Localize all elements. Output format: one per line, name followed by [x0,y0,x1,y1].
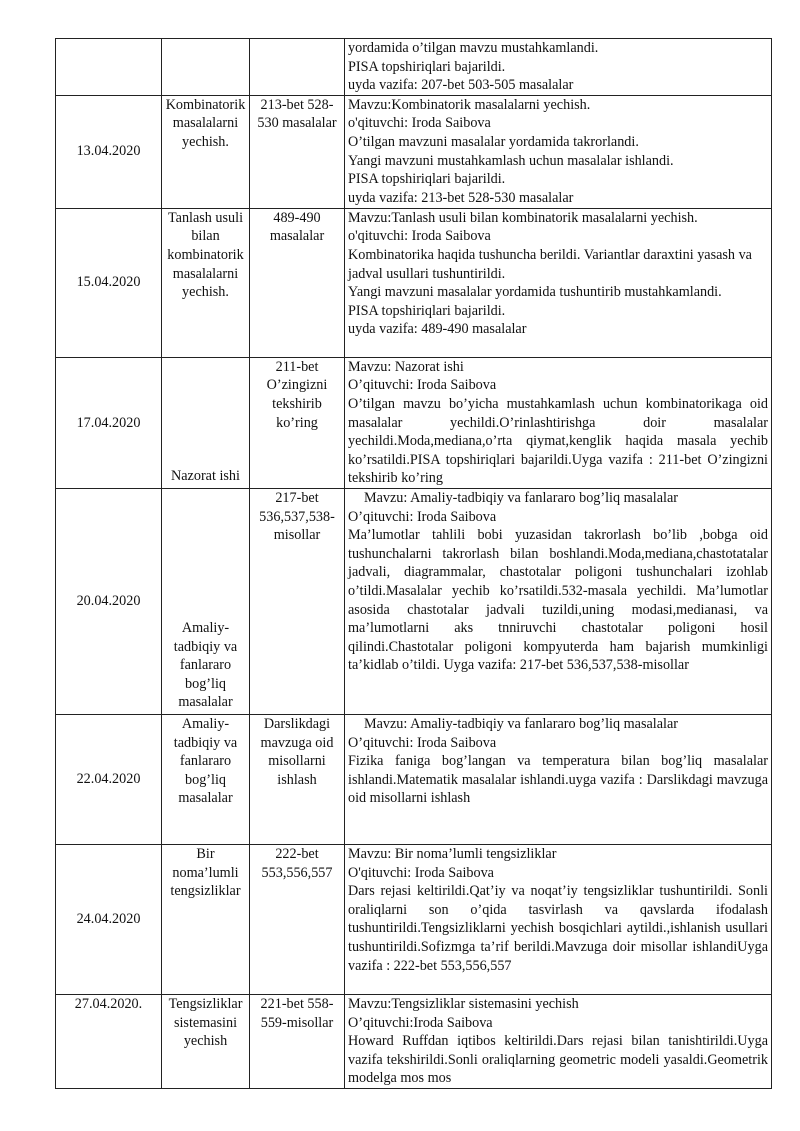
topic-cell: Amaliy-tadbiqiy va fanlararo bog’liq masalalar [162,488,250,714]
date-cell [56,39,162,96]
description-line: Mavzu:Tengsizliklar sistemasini yechish [348,995,579,1012]
description-line: Mavzu: Amaliy-tadbiqiy va fanlararo bog’liq masalalar [364,715,678,732]
homework-cell: 222-bet 553,556,557 [250,844,345,994]
description-cell [345,714,772,844]
date-cell: 13.04.2020 [56,95,162,208]
description-cell [345,39,772,96]
description-line: Yangi mavzuni masalalar yordamida tushuntirib mustahkamlandi. [348,284,722,301]
date-cell: 24.04.2020 [56,844,162,994]
description-line: O’qituvchi:Iroda Saibova [348,1014,493,1031]
table-row [56,488,772,714]
description-line: Mavzu: Nazorat ishi [348,358,464,375]
description-line: Yangi mavzuni mustahkamlash uchun masalalar ishlandi. [348,152,674,169]
homework-cell: 211-bet O’zingizni tekshirib ko’ring [250,357,345,488]
topic-cell: Amaliy-tadbiqiy va fanlararo bog’liq masalalar [162,714,250,844]
table-row [56,994,772,1088]
description-cell [345,95,772,208]
homework-cell: Darslikdagi mavzuga oid misollarni ishlash [250,714,345,844]
homework-cell: 489-490 masalalar [250,208,345,357]
description-line: o'qituvchi: Iroda Saibova [348,115,491,132]
homework-cell: 213-bet 528-530 masalalar [250,95,345,208]
description-paragraph: Dars rejasi keltirildi.Qat’iy va noqat’iy tengsizliklar tushuntirildi. Sonli oraliqlarni son o’qida tasvirlash va qavslarda ifodalash tushuntirildi.Tengsizliklarni yechish bosqichlari aytildi.,ishlanish usullari tushuntirildi.Sofizmga ta’rif berildi.Mavzuga doir misollar ishlandiUyga vazifa : 222-bet 553,556,557 [348,883,768,974]
topic-cell: Kombinatorik masalalarni yechish. [162,95,250,208]
description-line: uyda vazifa: 213-bet 528-530 masalalar [348,189,574,206]
description-line: O'qituvchi: Iroda Saibova [348,864,494,881]
description-line: yordamida o’tilgan mavzu mustahkamlandi. [348,40,599,56]
topic-cell: Tengsizliklar sistemasini yechish [162,994,250,1088]
topic-cell [162,39,250,96]
description-line: PISA topshiriqlari bajarildi. [348,171,506,188]
table-row [56,714,772,844]
topic-cell: Tanlash usuli bilan kombinatorik masalalarni yechish. [162,208,250,357]
description-paragraph: O’tilgan mavzu bo’yicha mustahkamlash uchun kombinatorikaga oid masalalar yechildi.O’rinlashtirishga doir masalalar yechildi.Moda,mediana,o’rta qiymat,kenglik haqida masala yechib ko’rsatildi.PISA topshiriqlari bajarildi.Uyga vazifa : 211-bet O’zingizni tekshirib ko’ring [348,395,768,487]
description-line: uyda vazifa: 489-490 masalalar [348,321,527,338]
description-paragraph: Fizika faniga bog’langan va temperatura bilan bog’liq masalalar ishlandi.Matematik masalalar ishlandi.uyga vazifa : Darslikdagi mavzuga oid misollarni ishlash [348,753,768,807]
topic-cell: Bir noma’lumli tengsizliklar [162,844,250,994]
date-cell: 22.04.2020 [56,714,162,844]
description-line: PISA topshiriqlari bajarildi. [348,302,506,319]
table-row [56,208,772,357]
description-cell [345,357,772,488]
lesson-journal-table [55,38,772,1089]
description-line: o'qituvchi: Iroda Saibova [348,228,491,245]
description-line: O’qituvchi: Iroda Saibova [348,734,497,751]
topic-cell: Nazorat ishi [162,357,250,488]
description-cell [345,488,772,714]
description-line: Mavzu:Tanlash usuli bilan kombinatorik masalalarni yechish. [348,209,698,226]
description-line: Mavzu:Kombinatorik masalalarni yechish. [348,96,591,113]
description-line: Mavzu: Amaliy-tadbiqiy va fanlararo bog’liq masalalar [364,489,678,506]
description-line: Mavzu: Bir noma’lumli tengsizliklar [348,845,557,862]
description-cell [345,994,772,1088]
table-row [56,844,772,994]
table-row [56,357,772,488]
description-cell [345,844,772,994]
table-row [56,39,772,96]
homework-cell: 221-bet 558-559-misollar [250,994,345,1088]
description-paragraph: Howard Ruffdan iqtibos keltirildi.Dars rejasi bilan tanishtirildi.Uyga vazifa tekshirildi.Sonli oraliqlarning geometric modeli yasaldi.Geometrik modelga mos mos [348,1033,768,1087]
description-line: O’tilgan mavzuni masalalar yordamida takrorlandi. [348,133,639,150]
description-line: O’qituvchi: Iroda Saibova [348,377,497,394]
date-cell: 15.04.2020 [56,208,162,357]
description-line: Kombinatorika haqida tushuncha berildi. Variantlar daraxtini yasash va jadval usullari tushuntirildi. [348,246,752,282]
description-cell [345,208,772,357]
table-row [56,95,772,208]
date-cell: 20.04.2020 [56,488,162,714]
description-line: uyda vazifa: 207-bet 503-505 masalalar [348,77,574,94]
date-cell: 27.04.2020. [56,994,162,1088]
description-line: O’qituvchi: Iroda Saibova [348,508,497,525]
description-line: PISA topshiriqlari bajarildi. [348,58,506,75]
homework-cell [250,39,345,96]
date-cell: 17.04.2020 [56,357,162,488]
description-paragraph: Ma’lumotlar tahlili bobi yuzasidan takrorlash bo’lib ,bobga oid tushunchalarni takrorlash bilan boshlandi.Moda,mediana,chastotatalar jadvali, diagrammalar, chastotalar poligoni tushunchalari izohlab o’tildi.Masalalar yechib ko’rsatildi.532-masala yechildi. Ma’lumotlar asosida chastotalar jadvali tuzildi,uning modasi,medianasi, va ma’lumotlarni aks tnniruvchi chastotalar poligoni hosil qilindi.Chastotalar poligoni kompyuterda ham bajarish mumkinligi ta’kidlab o’tildi. Uyga vazifa: 217-bet 536,537,538-misollar [348,527,768,674]
homework-cell: 217-bet 536,537,538-misollar [250,488,345,714]
